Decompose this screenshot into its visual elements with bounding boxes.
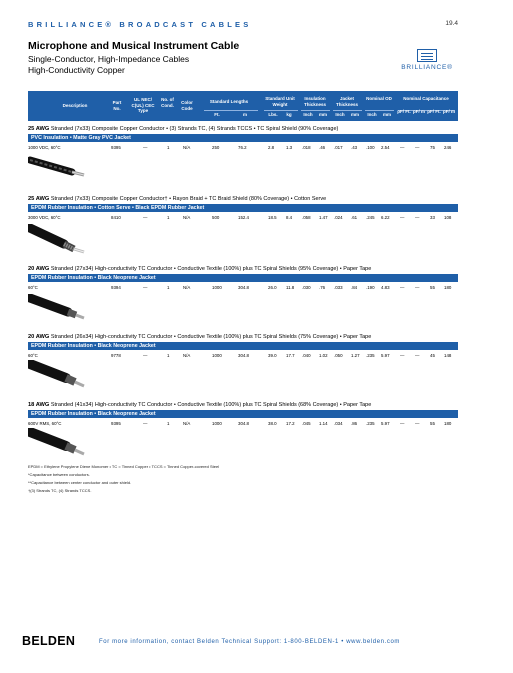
- header-sub-inch: Inch: [303, 112, 313, 117]
- jacket-inch: .033: [334, 285, 343, 290]
- belden-logo: BELDEN: [22, 634, 76, 648]
- jacket-inch: .034: [334, 421, 343, 426]
- weight-lbs: 18.5: [268, 215, 277, 220]
- header-jacket: Jacket Thickness: [335, 96, 358, 107]
- page-number: 19.4: [445, 20, 458, 27]
- insulation-inch: .045: [302, 421, 311, 426]
- header-sub-mm: mm: [382, 112, 391, 117]
- conductor-count: 1: [167, 285, 170, 290]
- header-sub-inch: Inch: [335, 112, 345, 117]
- voltage-rating: 60°C: [28, 285, 38, 290]
- cable-illustration: [28, 360, 86, 388]
- brilliance-logo: [396, 49, 458, 74]
- header-divider: [333, 110, 362, 111]
- section-description: [28, 196, 458, 202]
- header-sub-capacitance: pF/ Ft.: [427, 109, 441, 114]
- od-mm: 4.83: [381, 285, 390, 290]
- insulation-bar: EPDM Rubber Insulation • Black Neoprene Jacket: [28, 274, 458, 282]
- header-sub-lbs: Lbs.: [268, 112, 278, 117]
- insulation-bar: EPDM Rubber Insulation • Black Neoprene Jacket: [28, 342, 458, 350]
- part-number: 9778: [111, 353, 121, 358]
- capacitance-2: —: [415, 353, 420, 358]
- color-code: N/A: [183, 285, 191, 290]
- capacitance-2: —: [415, 215, 420, 220]
- od-mm: 2.54: [381, 145, 390, 150]
- section-description: [28, 126, 458, 132]
- brilliance-logo-text: BRILLIANCE®: [401, 64, 453, 71]
- weight-kg: 11.8: [286, 285, 295, 290]
- insulation-mm: .76: [319, 285, 326, 290]
- od-inch: .100: [366, 145, 375, 150]
- capacitance-3: 55: [430, 285, 435, 290]
- part-number: 9395: [111, 145, 121, 150]
- jacket-inch: .050: [334, 353, 343, 358]
- capacitance-1: —: [400, 421, 405, 426]
- od-inch: .235: [366, 421, 375, 426]
- weight-kg: 17.7: [286, 353, 295, 358]
- ul-type: —: [143, 285, 148, 290]
- jacket-mm: 1.27: [351, 353, 360, 358]
- weight-kg: 17.2: [286, 421, 295, 426]
- capacitance-3: 33: [430, 215, 435, 220]
- page-subtitle-1: Single-Conductor, High-Impedance Cables: [28, 54, 190, 64]
- ul-type: —: [143, 215, 148, 220]
- color-code: N/A: [183, 215, 191, 220]
- insulation-inch: .040: [302, 353, 311, 358]
- footnote-strands: †(3) Strands TC, (4) Strands TCCS.: [28, 488, 92, 493]
- weight-lbs: 2.8: [268, 145, 275, 150]
- awg-label: 20 AWG: [28, 334, 50, 340]
- capacitance-3: 75: [430, 145, 435, 150]
- capacitance-1: —: [400, 353, 405, 358]
- catalog-title: BRILLIANCE® BROADCAST CABLES: [28, 20, 252, 29]
- header-nominal-od: Nominal OD: [366, 96, 392, 101]
- header-sub-m: m: [242, 112, 247, 117]
- cable-illustration: [28, 294, 86, 320]
- header-sub-mm: mm: [318, 112, 327, 117]
- header-sub-ft: Ft.: [214, 112, 220, 117]
- table-row: [28, 420, 458, 428]
- jacket-inch: .017: [334, 145, 343, 150]
- footnote-capacitance-conductors: *Capacitance between conductors.: [28, 472, 90, 477]
- table-header: [28, 91, 458, 121]
- construction-text: Stranded (27x34) High-conductivity TC Conductor • Conductive Textile (100%) plus TC Spiral Shields (95% Coverage) • Paper Tape: [50, 266, 372, 272]
- length-m: 304.8: [238, 353, 249, 358]
- weight-lbs: 38.0: [268, 421, 277, 426]
- insulation-bar: PVC Insulation • Matte Gray PVC Jacket: [28, 134, 458, 142]
- voltage-rating: 1000 VDC, 60°C: [28, 145, 61, 150]
- capacitance-2: —: [415, 145, 420, 150]
- awg-label: 25 AWG: [28, 196, 50, 202]
- cable-illustration: [28, 224, 86, 254]
- insulation-mm: 1.47: [319, 215, 328, 220]
- header-sub-mm: mm: [350, 112, 359, 117]
- awg-label: 25 AWG: [28, 126, 50, 132]
- header-divider: [264, 110, 298, 111]
- capacitance-1: —: [400, 215, 405, 220]
- section-description: [28, 266, 458, 272]
- awg-label: 18 AWG: [28, 402, 50, 408]
- insulation-mm: .46: [319, 145, 326, 150]
- top-bar: [28, 20, 458, 32]
- jacket-mm: .61: [351, 215, 358, 220]
- insulation-mm: 1.02: [319, 353, 328, 358]
- length-m: 76.2: [238, 145, 247, 150]
- od-mm: 6.22: [381, 215, 390, 220]
- construction-text: Stranded (41x34) High-conductivity TC Conductor • Conductive Textile (100%) plus TC Spiral Shields (68% Coverage) • Paper Tape: [50, 402, 372, 408]
- conductor-count: 1: [167, 353, 170, 358]
- od-mm: 5.97: [381, 353, 390, 358]
- capacitance-2: —: [415, 421, 420, 426]
- page-subtitle-2: High-Conductivity Copper: [28, 65, 125, 75]
- capacitance-1: —: [400, 285, 405, 290]
- part-number: 9394: [111, 285, 121, 290]
- length-ft: 1000: [212, 353, 222, 358]
- header-nominal-capacitance: Nominal Capacitance: [403, 96, 449, 101]
- footnote-capacitance-shield: **Capacitance between center conductor and outer shield.: [28, 480, 132, 485]
- length-ft: 1000: [212, 285, 222, 290]
- length-ft: 1000: [212, 421, 222, 426]
- capacitance-2: —: [415, 285, 420, 290]
- footer: [22, 632, 458, 652]
- header-no-cond: No. of Cond.: [161, 97, 174, 108]
- ul-type: —: [143, 421, 148, 426]
- cable-illustration: [28, 154, 86, 178]
- header-divider: [204, 110, 258, 111]
- color-code: N/A: [183, 421, 191, 426]
- footer-contact: For more information, contact Belden Technical Support: 1-800-BELDEN-1 • www.belden.com: [99, 639, 400, 645]
- page-title: Microphone and Musical Instrument Cable: [28, 40, 240, 52]
- capacitance-1: —: [400, 145, 405, 150]
- capacitance-4: 246: [444, 145, 452, 150]
- header-sub-inch: Inch: [367, 112, 377, 117]
- construction-text: Stranded (26x34) High-conductivity TC Conductor • Conductive Textile (100%) plus TC Spiral Shields (75% Coverage) • Paper Tape: [50, 334, 372, 340]
- table-row: [28, 214, 458, 222]
- insulation-inch: .018: [302, 145, 311, 150]
- header-divider: [301, 110, 330, 111]
- voltage-rating: 3000 VDC, 60°C: [28, 215, 61, 220]
- od-inch: .245: [366, 215, 375, 220]
- header-sub-capacitance: pF/ m: [413, 109, 425, 114]
- od-inch: .235: [366, 353, 375, 358]
- od-mm: 5.97: [381, 421, 390, 426]
- capacitance-4: 108: [444, 215, 452, 220]
- header-part-no: Part No.: [112, 100, 122, 111]
- header-sub-capacitance: pF/ m: [443, 109, 455, 114]
- jacket-mm: .43: [351, 145, 358, 150]
- insulation-inch: .030: [302, 285, 311, 290]
- jacket-inch: .024: [334, 215, 343, 220]
- length-m: 304.8: [238, 421, 249, 426]
- footnotes: [28, 463, 219, 495]
- insulation-bar: EPDM Rubber Insulation • Cotton Serve • Black EPDM Rubber Jacket: [28, 204, 458, 212]
- awg-label: 20 AWG: [28, 266, 50, 272]
- length-m: 152.4: [238, 215, 249, 220]
- voltage-rating: 60°C: [28, 353, 38, 358]
- table-row: [28, 352, 458, 360]
- ul-type: —: [143, 353, 148, 358]
- header-sub-kg: kg: [286, 112, 292, 117]
- header-sub-capacitance: pF/ Ft.: [397, 109, 411, 114]
- length-ft: 250: [212, 145, 220, 150]
- insulation-bar: EPDM Rubber Insulation • Black Neoprene Jacket: [28, 410, 458, 418]
- header-color-code: Color Code: [181, 100, 193, 111]
- footnote-abbreviations: EPDM = Ethylene Propylene Diene Monomer • TC = Tinned Copper • TCCS = Tinned Copper-covered Steel: [28, 464, 220, 469]
- insulation-inch: .058: [302, 215, 311, 220]
- jacket-mm: .84: [351, 285, 358, 290]
- header-insulation: Insulation Thickness: [303, 96, 326, 107]
- ul-type: —: [143, 145, 148, 150]
- capacitance-4: 180: [444, 285, 452, 290]
- table-row: [28, 284, 458, 292]
- cable-illustration: [28, 428, 86, 456]
- length-ft: 500: [212, 215, 220, 220]
- section-description: [28, 334, 458, 340]
- weight-lbs: 26.0: [268, 285, 277, 290]
- capacitance-3: 55: [430, 421, 435, 426]
- voltage-rating: 600V RMS, 60°C: [28, 421, 62, 426]
- part-number: 8410: [111, 215, 121, 220]
- jacket-mm: .86: [351, 421, 358, 426]
- table-row: [28, 144, 458, 152]
- weight-kg: 8.4: [286, 215, 293, 220]
- header-description: Description: [62, 103, 88, 108]
- capacitance-4: 148: [444, 353, 452, 358]
- capacitance-3: 45: [430, 353, 435, 358]
- conductor-count: 1: [167, 215, 170, 220]
- header-unit-weight: Standard Unit Weight: [265, 96, 295, 107]
- color-code: N/A: [183, 145, 191, 150]
- conductor-count: 1: [167, 421, 170, 426]
- weight-kg: 1.3: [286, 145, 293, 150]
- od-inch: .190: [366, 285, 375, 290]
- part-number: 9395: [111, 421, 121, 426]
- header-ul-nec: UL NEC/ C(UL) CEC Type: [131, 97, 155, 113]
- header-standard-lengths: Standard Lengths: [209, 99, 249, 104]
- color-code: N/A: [183, 353, 191, 358]
- length-m: 304.8: [238, 285, 249, 290]
- construction-text: Stranded (7x33) Composite Copper Conductor • (3) Strands TC, (4) Strands TCCS • TC Spiral Shield (90% Coverage): [50, 126, 339, 132]
- weight-lbs: 39.0: [268, 353, 277, 358]
- construction-text: Stranded (7x33) Composite Copper Conductor† • Rayon Braid + TC Braid Shield (80% Coverage) • Cotton Serve: [50, 196, 327, 202]
- header-divider: [365, 110, 394, 111]
- conductor-count: 1: [167, 145, 170, 150]
- insulation-mm: 1.14: [319, 421, 328, 426]
- brilliance-logo-icon: [417, 49, 437, 62]
- capacitance-4: 180: [444, 421, 452, 426]
- section-description: [28, 402, 458, 408]
